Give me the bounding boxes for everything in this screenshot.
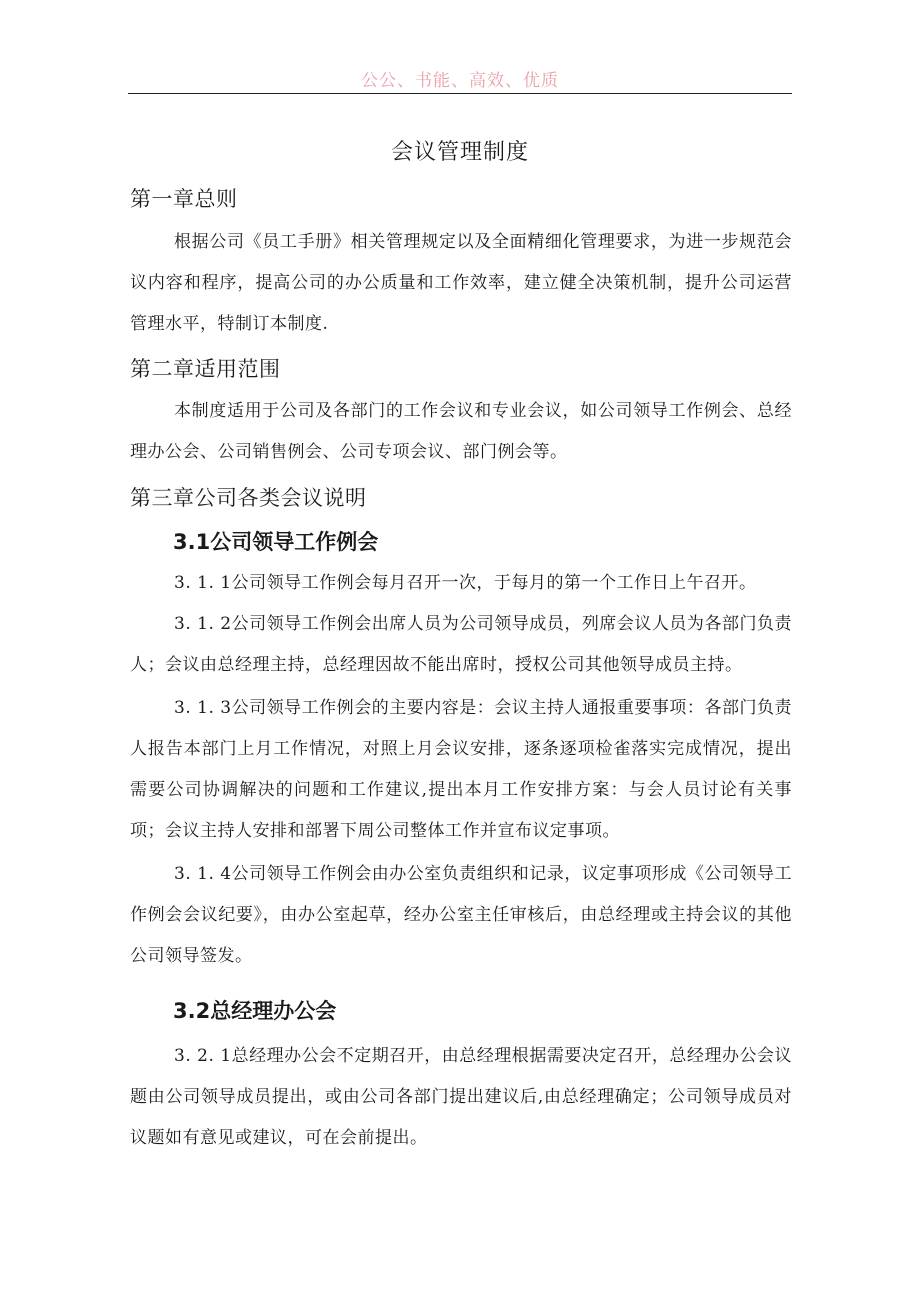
chapter-2-heading: 第二章适用范围 (130, 357, 281, 381)
section-3-1-heading: 3.1公司领导工作例会 (173, 530, 379, 554)
section-3-2-heading: 3.2总经理办公会 (173, 999, 337, 1023)
header-slogan: 公公、书能、高效、优质 (361, 71, 559, 91)
chapter-2-paragraph: 本制度适用于公司及各部门的工作会议和专业会议，如公司领导工作例会、总经理办公会、公司销售例会、公司专项会议、部门例会等。 (130, 401, 792, 462)
section-3-1-item-2: 3. 1. 2公司领导工作例会出席人员为公司领导成员，列席会议人员为各部门负责人；会议由总经理主持，总经理因故不能出席时，授权公司其他领导成员主持。 (130, 614, 792, 675)
section-3-2-item-1: 3. 2. 1总经理办公会不定期召开，由总经理根据需要决定召开，总经理办公会议题由公司领导成员提出，或由公司各部门提出建议后,由总经理确定；公司领导成员对议题如有意见或建议，可在会前提出。 (130, 1046, 792, 1148)
section-3-1-item-1: 3. 1. 1公司领导工作例会每月召开一次，于每月的第一个工作日上午召开。 (174, 573, 757, 593)
header-divider (128, 93, 792, 94)
document-title: 会议管理制度 (390, 140, 529, 165)
section-3-1-item-4: 3. 1. 4公司领导工作例会由办公室负责组织和记录，议定事项形成《公司领导工作例会会议纪要》，由办公室起草，经办公室主任审核后，由总经理或主持会议的其他公司领导签发。 (130, 864, 792, 966)
chapter-1-paragraph: 根据公司《员工手册》相关管理规定以及全面精细化管理要求，为进一步规范会议内容和程序，提高公司的办公质量和工作效率，建立健全决策机制，提升公司运营管理水平，特制订本制度. (130, 232, 792, 334)
chapter-3-heading: 第三章公司各类会议说明 (130, 486, 367, 510)
section-3-1-item-3: 3. 1. 3公司领导工作例会的主要内容是：会议主持人通报重要事项：各部门负责人报告本部门上月工作情况，对照上月会议安排，逐条逐项检雀落实完成情况，提出需要公司协调解决的问题和工作建议,提出本月工作安排方案：与会人员讨论有关事项；会议主持人安排和部署下周公司整体工作并宣布议定事项。 (130, 698, 792, 841)
chapter-1-heading: 第一章总则 (130, 187, 238, 211)
